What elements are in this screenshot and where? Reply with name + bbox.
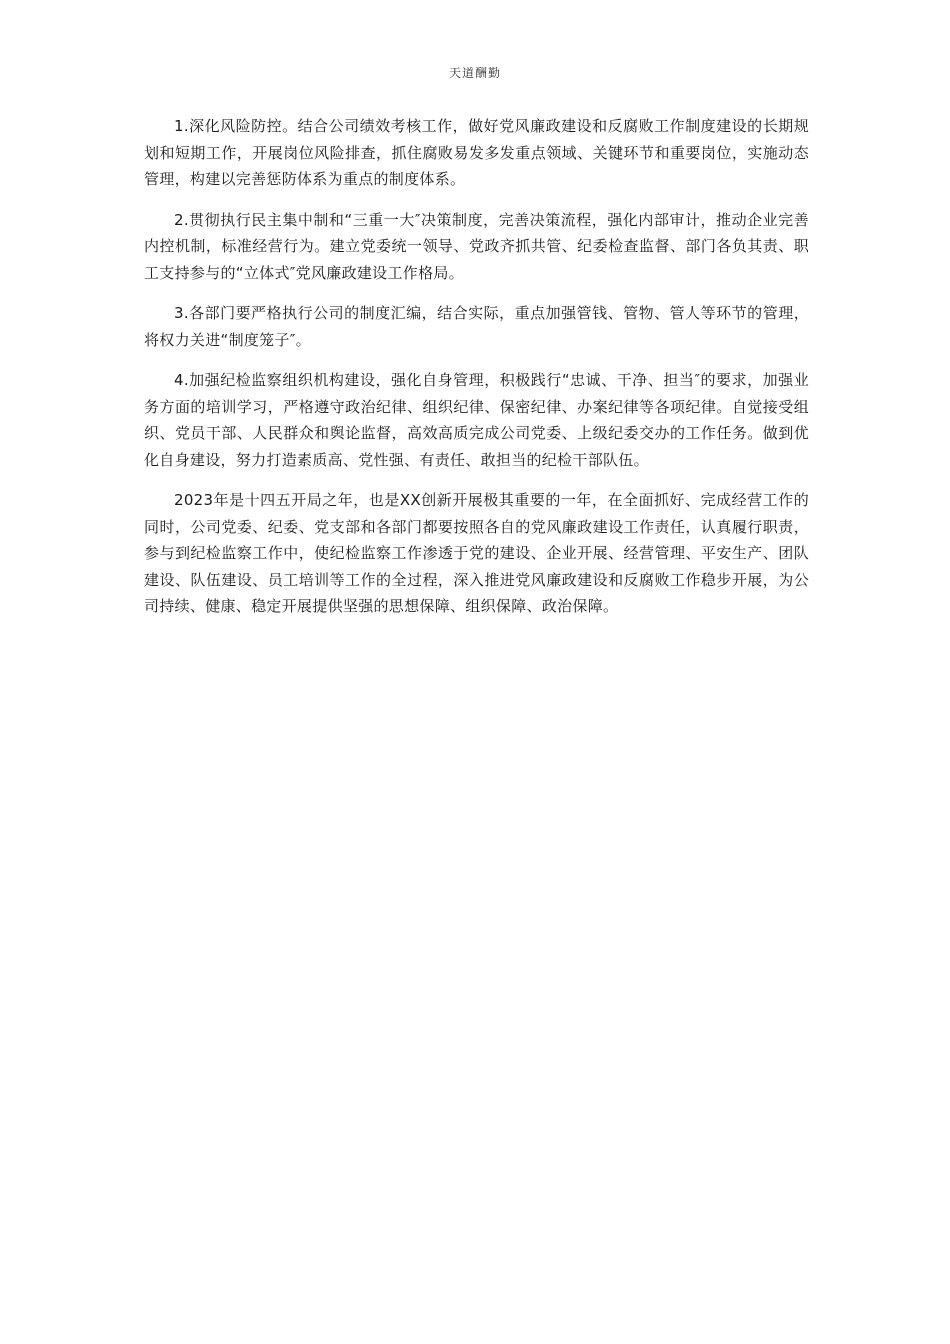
paragraph-democratic-centralism: 2.贯彻执行民主集中制和“三重一大″决策制度，完善决策流程，强化内部审计，推动企业完善内控机制，标准经营行为。建立党委统一领导、党政齐抓共管、纪委检查监督、部门各负其责、职工支持参与的“立体式″党风廉政建设工作格局。 (144, 210, 809, 282)
page-header: 天道酬勤 (448, 66, 501, 80)
document-body (144, 113, 809, 634)
paragraph-system-compilation: 3.各部门要严格执行公司的制度汇编，结合实际，重点加强管钱、管物、管人等环节的管理，将权力关进“制度笼子″。 (144, 304, 809, 349)
paragraph-annual-summary: 2023年是十四五开局之年，也是XX创新开展极其重要的一年，在全面抓好、完成经营工作的同时，公司党委、纪委、党支部和各部门都要按照各自的党风廉政建设工作责任，认真履行职责，参与到纪检监察工作中，使纪检监察工作渗透于党的建设、企业开展、经营管理、平安生产、团队建设、队伍建设、员工培训等工作的全过程，深入推进党风廉政建设和反腐败工作稳步开展，为公司持续、健康、稳定开展提供坚强的思想保障、组织保障、政治保障。 (144, 491, 809, 615)
paragraph-discipline-inspection: 4.加强纪检监察组织机构建设，强化自身管理，积极践行“忠诚、干净、担当″的要求，加强业务方面的培训学习，严格遵守政治纪律、组织纪律、保密纪律、办案纪律等各项纪律。自觉接受组织、党员干部、人民群众和舆论监督，高效高质完成公司党委、上级纪委交办的工作任务。做到优化自身建设，努力打造素质高、党性强、有责任、敢担当的纪检干部队伍。 (144, 371, 809, 469)
paragraph-risk-prevention: 1.深化风险防控。结合公司绩效考核工作，做好党风廉政建设和反腐败工作制度建设的长期规划和短期工作，开展岗位风险排查，抓住腐败易发多发重点领域、关键环节和重要岗位，实施动态管理，构建以完善惩防体系为重点的制度体系。 (144, 117, 809, 188)
